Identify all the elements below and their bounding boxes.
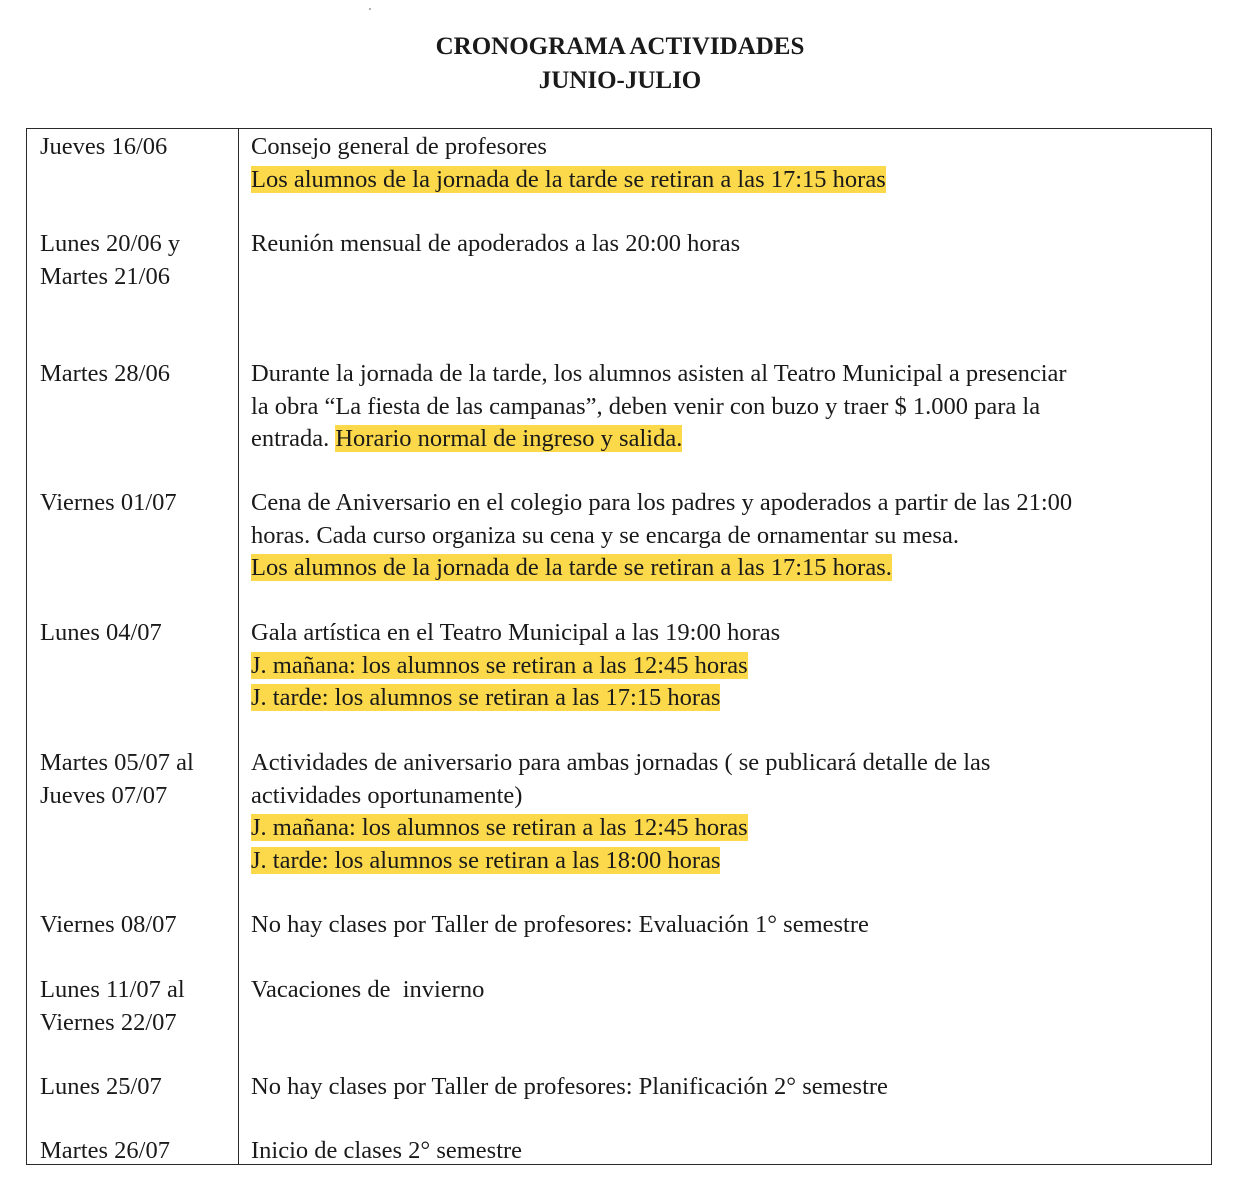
highlighted-note: Los alumnos de la jornada de la tarde se retiran a las 17:15 horas. [251,554,892,581]
column-divider [238,129,239,1164]
row-description: Vacaciones de invierno [251,976,485,1003]
row-date: Martes 05/07 al Jueves 07/07 [40,749,194,809]
row-date: Martes 26/07 [40,1137,170,1164]
row-description: No hay clases por Taller de profesores: Planificación 2° semestre [251,1073,888,1100]
document-title: CRONOGRAMA ACTIVIDADES [435,33,805,60]
highlighted-note: J. tarde: los alumnos se retiran a las 18:00 horas [251,846,721,874]
row-date: Lunes 25/07 [40,1073,162,1100]
row-description: Gala artística en el Teatro Municipal a las 19:00 horas J. mañana: los alumnos se retiran a las 12:45 horas J. tarde: los alumnos se retiran a las 17:15 horas [251,619,781,711]
scan-speck [369,8,371,10]
row-description: No hay clases por Taller de profesores: Evaluación 1° semestre [251,911,869,938]
row-date: Lunes 04/07 [40,619,162,646]
row-date: Jueves 16/06 [40,133,168,160]
row-date: Viernes 08/07 [40,911,177,938]
row-description: Consejo general de profesores Los alumnos de la jornada de la tarde se retiran a las 17:15 horas [251,133,886,193]
row-description: Reunión mensual de apoderados a las 20:00 horas [251,230,741,257]
highlighted-note: J. mañana: los alumnos se retiran a las 12:45 horas [251,814,748,841]
row-date: Martes 28/06 [40,360,170,387]
row-date: Lunes 11/07 al Viernes 22/07 [40,976,185,1036]
row-description: Inicio de clases 2° semestre [251,1137,523,1164]
highlighted-note: Los alumnos de la jornada de la tarde se retiran a las 17:15 horas [251,165,886,193]
row-description: Durante la jornada de la tarde, los alumnos asisten al Teatro Municipal a presenciar la obra “La fiesta de las campanas”, deben venir con buzo y traer $ 1.000 para la entrada. Horario normal de ingreso y salida. [251,360,1067,452]
highlighted-note: J. tarde: los alumnos se retiran a las 17:15 horas [251,684,721,711]
highlighted-note: Horario normal de ingreso y salida. [335,425,683,452]
highlighted-note: J. mañana: los alumnos se retiran a las 12:45 horas [251,651,748,679]
document-header [0,30,1240,98]
schedule-table [26,128,1212,1165]
document-subtitle: JUNIO-JULIO [538,67,702,94]
row-date: Viernes 01/07 [40,489,177,516]
row-description: Actividades de aniversario para ambas jornadas ( se publicará detalle de las actividades oportunamente) J. mañana: los alumnos se retiran a las 12:45 horas J. tarde: los alumnos se retiran a las 18:00 horas [251,749,991,874]
row-description: Cena de Aniversario en el colegio para los padres y apoderados a partir de las 21:00 horas. Cada curso organiza su cena y se encarga de ornamentar su mesa. Los alumnos de la jornada de la tarde se retiran a las 17:15 horas. [251,489,1073,581]
row-date: Lunes 20/06 y Martes 21/06 [40,230,181,290]
